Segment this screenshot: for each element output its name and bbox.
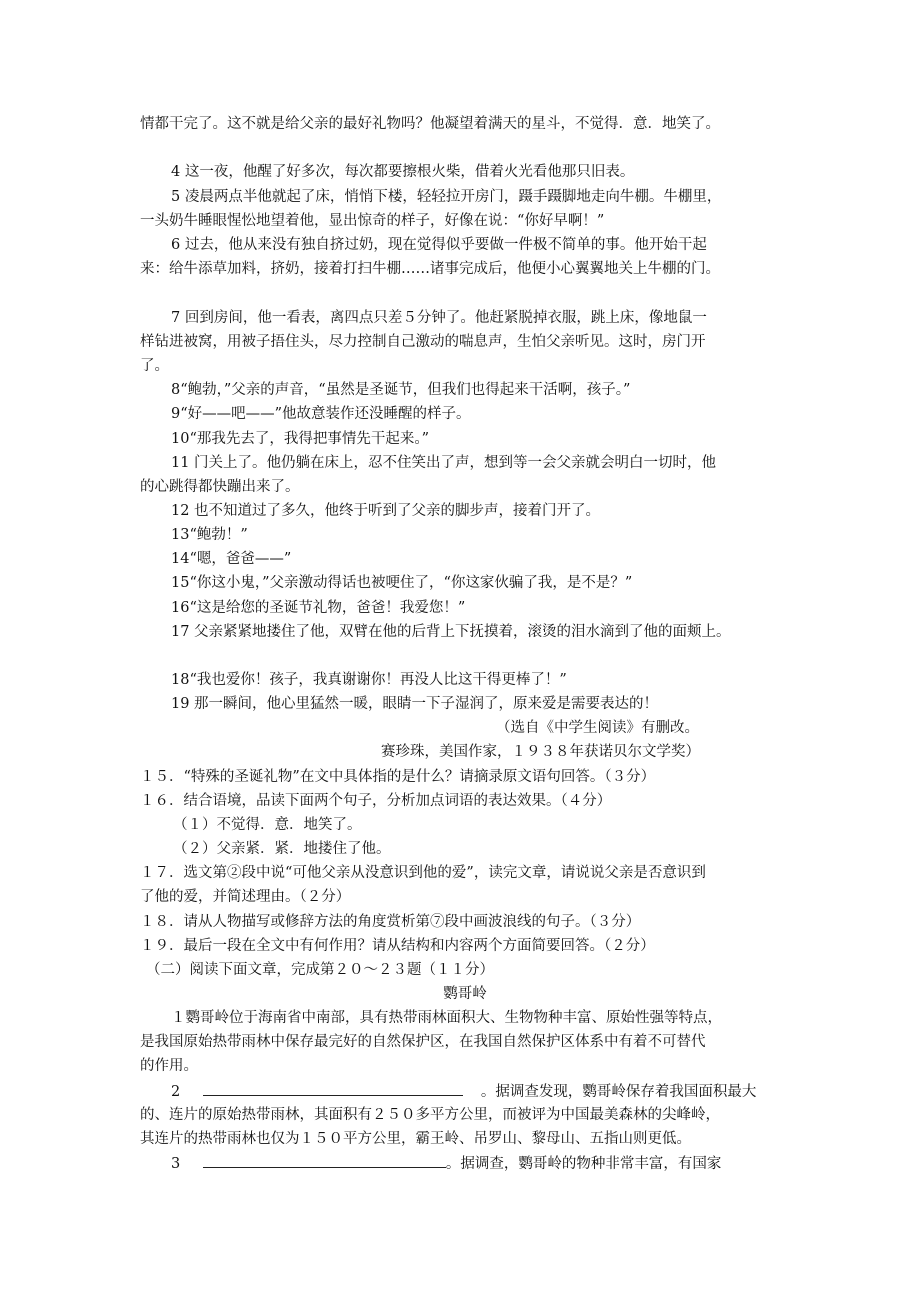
paragraph-8: 8“鲍勃，”父亲的声音，“虽然是圣诞节，但我们也得起来干活啊，孩子。” [171,382,631,398]
article-paragraph-3-line-1 [171,1151,790,1176]
paragraph-10: 10“那我先去了，我得把事情先干起来。” [171,431,430,447]
article-paragraph-2-line-1 [171,1079,790,1104]
paragraph-5-line-1: 5 凌晨两点半他就起了床，悄悄下楼，轻轻拉开房门，蹑手蹑脚地走向牛棚。牛棚里， [171,189,722,205]
paragraph-7-line-3: 了。 [140,358,169,374]
question-16-sentence-2: （２）父亲紧．紧．地搂住了他。 [173,841,391,857]
paragraph-3-text: 。据调查，鹦哥岭的物种非常丰富，有国家 [445,1156,722,1172]
fill-in-blank-3[interactable] [203,1151,446,1168]
fill-in-blank-2[interactable] [203,1079,463,1096]
article-paragraph-2-line-3: 其连片的热带雨林也仅为１５０平方公里，霸王岭、吊罗山、黎母山、五指山则更低。 [140,1131,691,1147]
question-18: １８．请从人物描写或修辞方法的角度赏析第⑦段中画波浪线的句子。（３分） [140,914,641,930]
article-paragraph-1-line-2: 是我国原始热带雨林中保存最完好的自然保护区，在我国自然保护区体系中有着不可替代 [140,1034,706,1050]
paragraph-2-text: 。据调查发现，鹦哥岭保存着我国面积最大 [480,1084,757,1100]
source-note-line-1: （选自《中学生阅读》有删改。 [496,720,699,736]
paragraph-3-number: 3 [171,1156,181,1172]
paragraph-13: 13“鲍勃！” [171,527,248,543]
article-paragraph-2-line-2: 的、连片的原始热带雨林，其面积有２５０多平方公里，而被评为中国最美森林的尖峰岭， [140,1107,720,1123]
paragraph-7-line-2: 样钻进被窝，用被子捂住头，尽力控制自己激动的喘息声，生怕父亲听见。这时，房门开 [140,334,706,350]
paragraph-6-line-1: 6 过去，他从来没有独自挤过奶，现在觉得似乎要做一件极不简单的事。他开始干起 [171,237,707,253]
paragraph-11-line-1: 11 门关上了。他仍躺在床上，忍不住笑出了声，想到等一会父亲就会明白一切时，他 [171,455,717,471]
paragraph-15: 15“你这小鬼，”父亲激动得话也被哽住了，“你这家伙骗了我，是不是？” [171,575,633,591]
paragraph-14: 14“嗯，爸爸——” [171,551,292,567]
paragraph-17: 17 父亲紧紧地搂住了他，双臂在他的后背上下抚摸着，滚烫的泪水滴到了他的面颊上。 [171,624,731,640]
paragraph-18: 18“我也爱你！孩子，我真谢谢你！再没人比这干得更棒了！” [171,672,567,688]
paragraph-9: 9“好——吧——”他故意装作还没睡醒的样子。 [171,406,471,422]
paragraph-2-number: 2 [171,1084,181,1100]
question-16-sentence-1: （１）不觉得．意．地笑了。 [173,817,362,833]
paragraph-16: 16“这是给您的圣诞节礼物，爸爸！我爱您！” [171,600,466,616]
paragraph-7-line-1: 7 回到房间，他一看表，离四点只差５分钟了。他赶紧脱掉衣服，跳上床，像地鼠一 [171,310,707,326]
section-2-heading: （二）阅读下面文章，完成第２０～２３题（１１分） [146,962,494,978]
source-note-line-2: 赛珍珠，美国作家，１９３８年获诺贝尔文学奖） [381,744,700,760]
question-17-line-1: １７．选文第②段中说“可他父亲从没意识到他的爱”，读完文章，请说说父亲是否意识到 [140,865,706,881]
paragraph-5-line-2: 一头奶牛睡眼惺忪地望着他，显出惊奇的样子，好像在说：“你好早啊！” [140,213,605,229]
question-15: １５．“特殊的圣诞礼物”在文中具体指的是什么？请摘录原文语句回答。（３分） [140,769,656,785]
paragraph-4: 4 这一夜，他醒了好多次，每次都要擦根火柴，借着火光看他那只旧表。 [171,164,635,180]
paragraph-11-line-2: 的心跳得都快蹦出来了。 [140,479,300,495]
paragraph-12: 12 也不知道过了多久，他终于听到了父亲的脚步声，接着门开了。 [171,503,601,519]
article-title: 鹦哥岭 [443,986,487,1002]
article-paragraph-1-line-1: １鹦哥岭位于海南省中南部，具有热带雨林面积大、生物物种丰富、原始性强等特点， [171,1010,722,1026]
question-19: １９．最后一段在全文中有何作用？请从结构和内容两个方面简要回答。（２分） [140,938,655,954]
article-paragraph-1-line-3: 的作用。 [140,1058,198,1074]
paragraph-19: 19 那一瞬间，他心里猛然一暖，眼睛一下子湿润了，原来爱是需要表达的！ [171,696,659,712]
question-16: １６．结合语境，品读下面两个句子，分析加点词语的表达效果。（４分） [140,793,612,809]
paragraph-6-line-2: 来：给牛添草加料，挤奶，接着打扫牛棚……诸事完成后，他便小心翼翼地关上牛棚的门。 [140,261,720,277]
question-17-line-2: 了他的爱，并简述理由。（２分） [140,889,351,905]
paragraph-3-end: 情都干完了。这不就是给父亲的最好礼物吗？他凝望着满天的星斗，不觉得．意．地笑了。 [140,116,720,132]
